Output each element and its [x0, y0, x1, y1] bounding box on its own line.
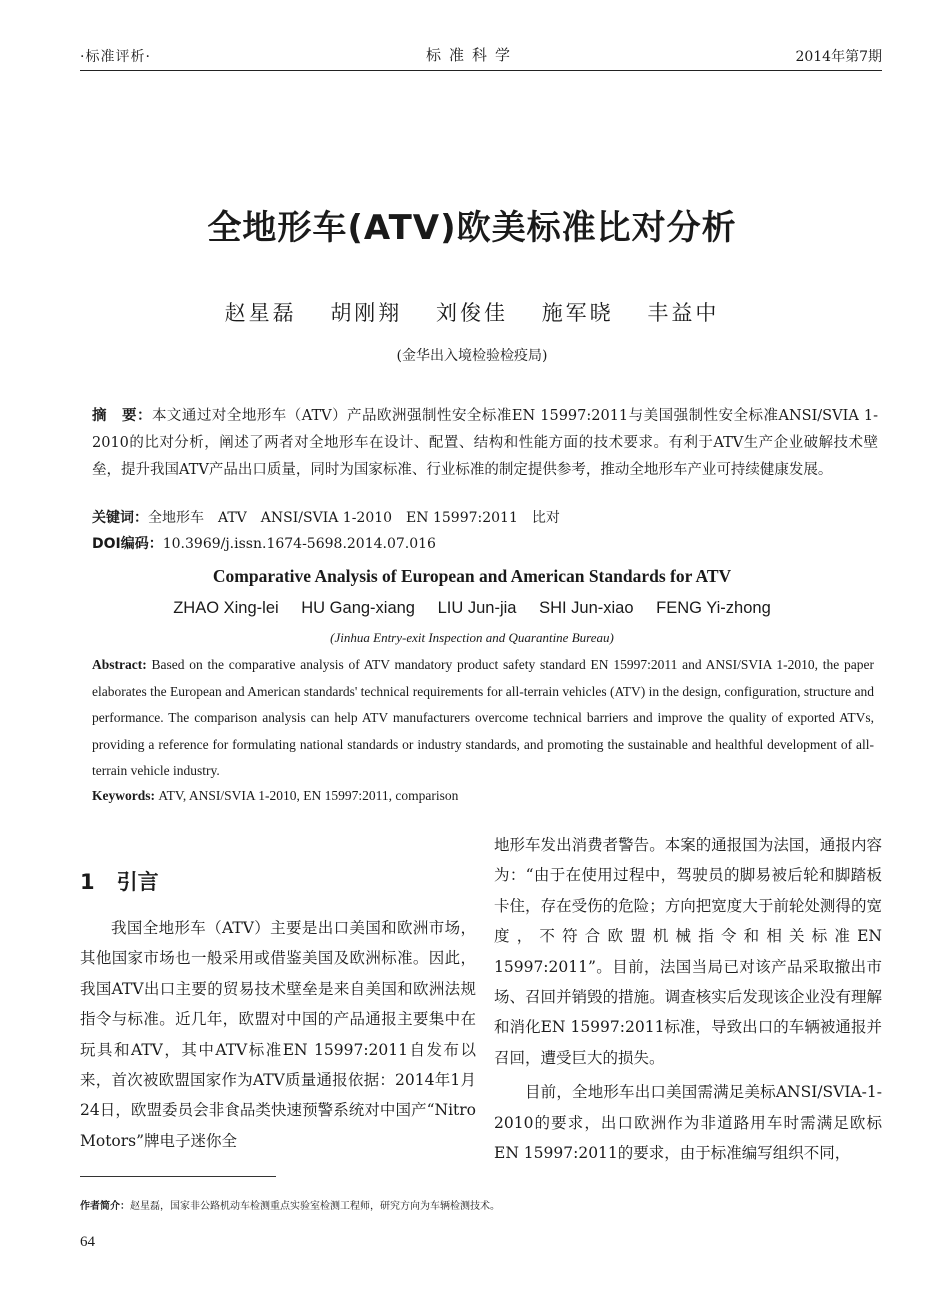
- keywords-en-text: ATV, ANSI/SVIA 1-2010, EN 15997:2011, comparison: [158, 788, 459, 803]
- affiliation: (金华出入境检验检疫局): [396, 348, 548, 364]
- keywords-en-label: Keywords:: [92, 788, 155, 803]
- running-header-column: ·标准评析·: [80, 49, 151, 65]
- keywords-cn-label: 关键词：: [92, 510, 148, 526]
- english-author: LIU Jun-jia: [437, 599, 517, 617]
- footnote-label: 作者简介：: [80, 1201, 130, 1212]
- english-author-list: [0, 599, 944, 618]
- english-author: ZHAO Xing-lei: [173, 599, 279, 617]
- english-author: FENG Yi-zhong: [656, 599, 771, 617]
- keywords-cn: [92, 507, 560, 527]
- keywords-en: [92, 788, 458, 804]
- keywords-cn-text: 全地形车 ATV ANSI/SVIA 1-2010 EN 15997:2011 比对: [148, 510, 560, 526]
- body-paragraph: 我国全地形车（ATV）主要是出口美国和欧洲市场，其他国家市场也一般采用或借鉴美国及欧洲标准。因此，我国ATV出口主要的贸易技术壁垒是来自美国和欧洲法规指令与标准。近几年，欧盟对中国的产品通报主要集中在玩具和ATV，其中ATV标准EN 15997:2011自发布以来，首次被欧盟国家作为ATV质量通报依据：2014年1月24日，欧盟委员会非食品类快速预警系统对中国产“Nitro Motors”牌电子迷你全: [80, 919, 476, 1150]
- author: 胡刚翔: [330, 301, 403, 325]
- english-author: HU Gang-xiang: [301, 599, 415, 617]
- author: 施军晓: [541, 301, 614, 325]
- footnote: [80, 1197, 500, 1212]
- section-heading: [80, 866, 159, 896]
- abstract-en-text: Based on the comparative analysis of ATV mandatory product safety standard EN 15997:2011 and ANSI/SVIA 1-2010, the paper elaborates the European and American standards' technical requirements for all-terrain vehicles (ATV) in the design, configuration, structure and performance. The comparison analysis can help ATV manufacturers overcome technical barriers and improve the quality of exported ATVs, providing a reference for formulating national standards or industry standards, and promoting the sustainable and healthful development of all-terrain vehicle industry.: [92, 657, 874, 778]
- author-list: [0, 297, 944, 327]
- running-header-issue: 2014年第7期: [795, 49, 882, 65]
- abstract-cn-text: 本文通过对全地形车（ATV）产品欧洲强制性安全标准EN 15997:2011与美国强制性安全标准ANSI/SVIA 1-2010的比对分析，阐述了两者对全地形车在设计、配置、结构和性能方面的技术要求。有利于ATV生产企业破解技术壁垒，提升我国ATV产品出口质量，同时为国家标准、行业标准的制定提供参考，推动全地形车产业可持续健康发展。: [92, 408, 879, 478]
- author: 赵星磊: [224, 301, 297, 325]
- body-paragraph: 目前，全地形车出口美国需满足美标ANSI/SVIA-1-2010的要求，出口欧洲作为非道路用车时需满足欧标EN 15997:2011的要求，由于标准编写组织不同，: [494, 1083, 882, 1163]
- footnote-text: 赵星磊，国家非公路机动车检测重点实验室检测工程师，研究方向为车辆检测技术。: [130, 1201, 500, 1212]
- author: 丰益中: [647, 301, 720, 325]
- section-number: 1: [80, 870, 95, 894]
- footnote-rule: [80, 1176, 276, 1177]
- english-title: Comparative Analysis of European and American Standards for ATV: [212, 566, 732, 586]
- doi-text: 10.3969/j.issn.1674-5698.2014.07.016: [162, 536, 436, 552]
- article-title: 全地形车(ATV)欧美标准比对分析: [207, 208, 737, 248]
- abstract-cn-label: 摘 要：: [92, 408, 152, 424]
- author: 刘俊佳: [436, 301, 508, 325]
- abstract-en-label: Abstract:: [92, 657, 147, 672]
- header-rule: [80, 70, 882, 71]
- running-header-journal: 标准科学: [425, 46, 518, 64]
- body-column-right: [494, 830, 882, 1168]
- doi: [92, 533, 436, 553]
- body-column-left: [80, 913, 476, 1156]
- abstract-cn: [92, 403, 878, 484]
- body-paragraph: 地形车发出消费者警告。本案的通报国为法国，通报内容为：“由于在使用过程中，驾驶员的脚易被后轮和脚踏板卡住，存在受伤的危险；方向把宽度大于前轮处测得的宽度，不符合欧盟机械指令和相关标准EN 15997:2011”。目前，法国当局已对该产品采取撤出市场、召回并销毁的措施。调查核实后发现该企业没有理解和消化EN 15997:2011标准，导致出口的车辆被通报并召回，遭受巨大的损失。: [494, 836, 882, 1067]
- abstract-en: [92, 652, 874, 785]
- english-affiliation: (Jinhua Entry-exit Inspection and Quarantine Bureau): [330, 630, 614, 645]
- page-number: 64: [80, 1234, 95, 1250]
- section-title: 引言: [116, 870, 159, 894]
- doi-label: DOI编码：: [92, 536, 163, 552]
- english-author: SHI Jun-xiao: [539, 599, 634, 617]
